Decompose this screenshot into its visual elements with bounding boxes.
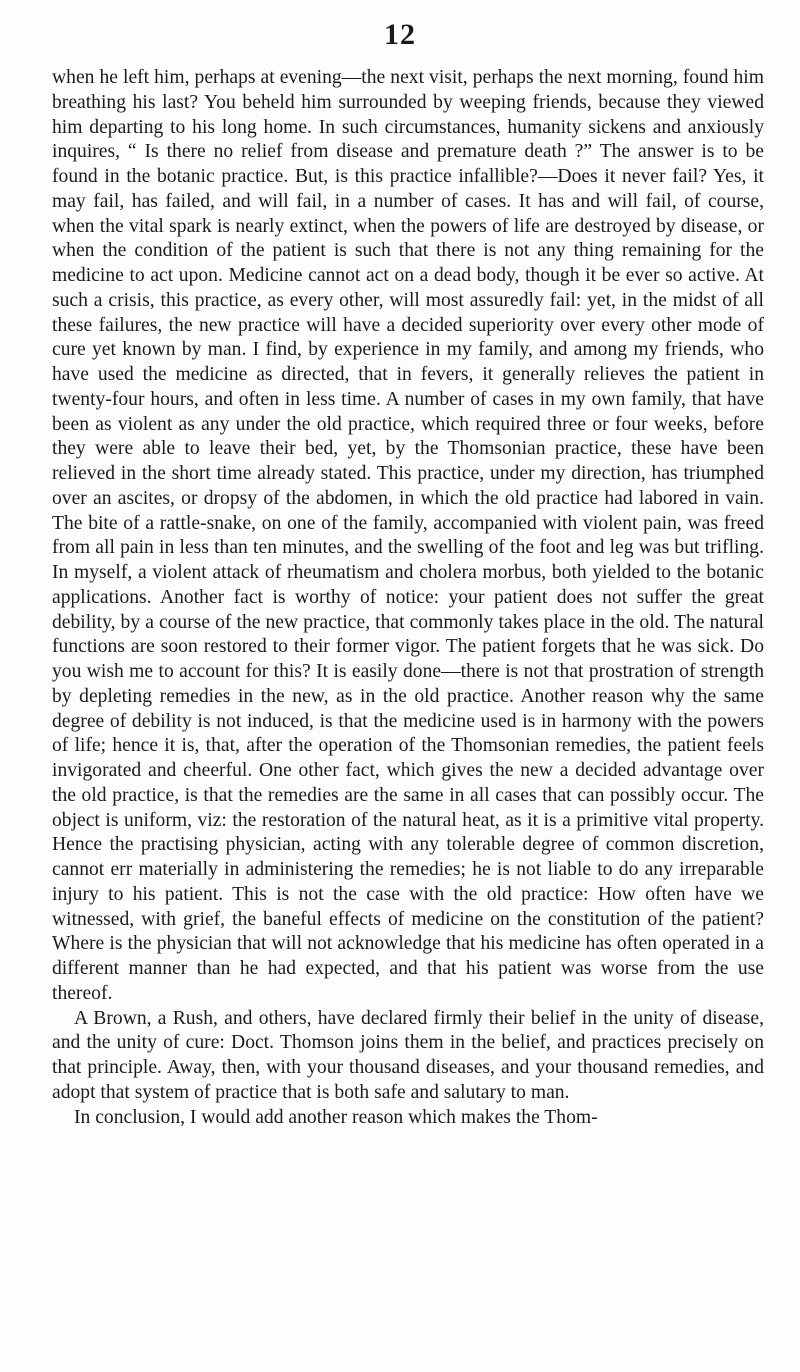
paragraph-2: A Brown, a Rush, and others, have declared firmly their belief in the unity of disease, and the unity of cure: Doct. Thomson joins them in the belief, and practices precisely on that principle. Away, then, with your thousand diseases, and your thousand remedies, and adopt that system of practice that is both safe and salutary to man. <box>52 1007 764 1103</box>
body-text <box>52 66 764 1130</box>
paragraph-1: when he left him, perhaps at evening—the next visit, perhaps the next morning, found him breathing his last? You beheld him surrounded by weeping friends, because they viewed him departing to his long home. In such circumstances, humanity sickens and anxiously inquires, “ Is there no relief from disease and premature death ?” The answer is to be found in the botanic practice. But, is this practice infallible?—Does it never fail? Yes, it may fail, has failed, and will fail, in a number of cases. It has and will fail, of course, when the vital spark is nearly extinct, when the powers of life are destroyed by disease, or when the condition of the patient is such that there is not any thing remaining for the medicine to act upon. Medicine cannot act on a dead body, though it be ever so active. At such a crisis, this practice, as every other, will most assuredly fail: yet, in the midst of all these failures, the new practice will have a decided superiority over every other mode of cure yet known by man. I find, by experience in my family, and among my friends, who have used the medicine as directed, that in fevers, it generally relieves the patient in twenty-four hours, and often in less time. A number of cases in my own family, that have been as violent as any under the old practice, which required three or four weeks, before they were able to leave their bed, yet, by the Thomsonian practice, these have been relieved in the short time already stated. This practice, under my direction, has triumphed over an ascites, or dropsy of the abdomen, in which the old practice had labored in vain. The bite of a rattle-snake, on one of the family, accompanied with violent pain, was freed from all pain in less than ten minutes, and the swelling of the foot and leg was but trifling. In myself, a violent attack of rheumatism and cholera morbus, both yielded to the botanic applications. Another fact is worthy of notice: your patient does not suffer the great debility, by a course of the new practice, that commonly takes place in the old. The natural functions are soon restored to their former vigor. The patient forgets that he was sick. Do you wish me to account for this? It is easily done—there is not that prostration of strength by depleting remedies in the new, as in the old practice. Another reason why the same degree of debility is not induced, is that the medicine used is in harmony with the powers of life; hence it is, that, after the operation of the Thomsonian remedies, the patient feels invigorated and cheerful. One other fact, which gives the new a decided advantage over the old practice, is that the remedies are the same in all cases that can possibly occur. The object is uniform, viz: the restoration of the natural heat, as it is a primitive vital property. Hence the practising physician, acting with any tolerable degree of common discretion, cannot err materially in administering the remedies; he is not liable to do any irreparable injury to his patient. This is not the case with the old practice: How often have we witnessed, with grief, the baneful effects of medicine on the constitution of the patient? Where is the physician that will not acknowledge that his medicine has often operated in a different manner than he had expected, and that his patient was worse from the use thereof. <box>52 67 764 1004</box>
paragraph-3: In conclusion, I would add another reason which makes the Thom- <box>74 1106 598 1128</box>
page-number: 12 <box>384 18 416 51</box>
